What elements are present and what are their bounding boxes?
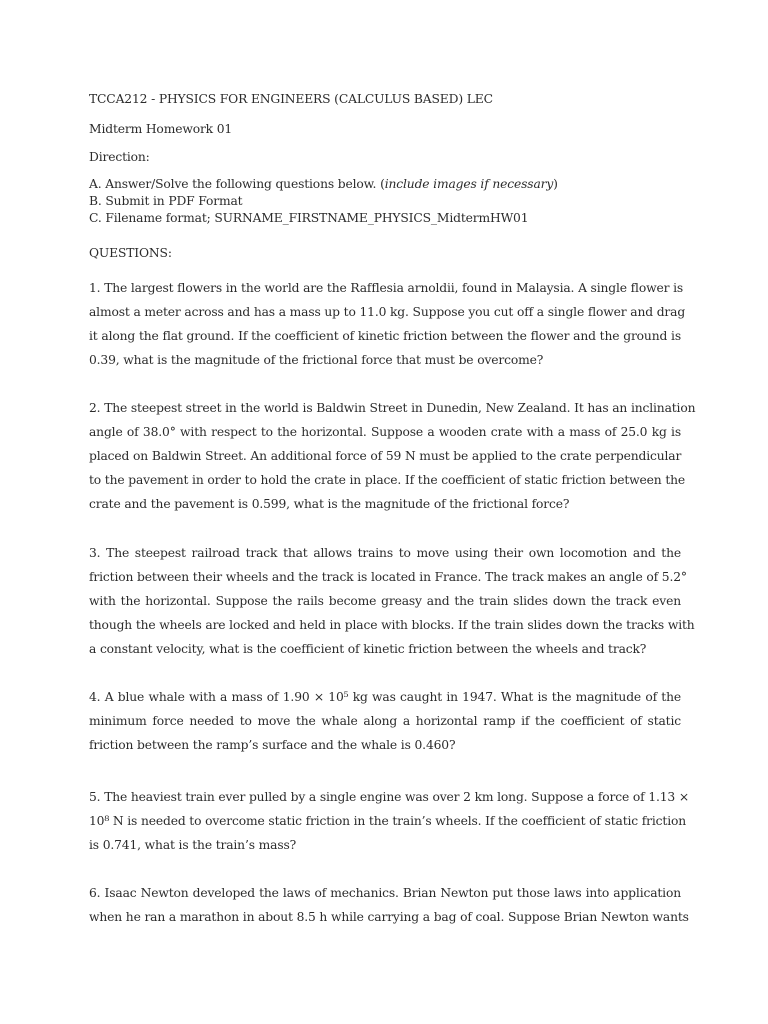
question-line: to the pavement in order to hold the crate in place. If the coefficient of static friction between the bbox=[89, 473, 686, 487]
direction-label: Direction: bbox=[89, 150, 150, 164]
homework-subtitle: Midterm Homework 01 bbox=[89, 122, 233, 136]
question-line: 0.39, what is the magnitude of the frictional force that must be overcome? bbox=[89, 353, 544, 367]
question-line: it along the flat ground. If the coefficient of kinetic friction between the flower and the ground is bbox=[89, 329, 681, 343]
question-line: 1. The largest flowers in the world are the Rafflesia arnoldii, found in Malaysia. A single flower is bbox=[89, 281, 684, 295]
question-line: 5. The heaviest train ever pulled by a single engine was over 2 km long. Suppose a force of 1.13 × bbox=[89, 790, 690, 804]
question-line: minimum force needed to move the whale along a horizontal ramp if the coefficient of static bbox=[89, 714, 681, 728]
question-line: though the wheels are locked and held in place with blocks. If the train slides down the tracks with bbox=[89, 618, 695, 632]
question-line: placed on Baldwin Street. An additional force of 59 N must be applied to the crate perpendicular bbox=[89, 449, 682, 463]
question-line: 6. Isaac Newton developed the laws of mechanics. Brian Newton put those laws into application bbox=[89, 886, 681, 900]
question-line: friction between their wheels and the track is located in France. The track makes an angle of 5.2° bbox=[89, 570, 687, 584]
questions-label: QUESTIONS: bbox=[89, 246, 172, 260]
question-line: when he ran a marathon in about 8.5 h while carrying a bag of coal. Suppose Brian Newton wants bbox=[89, 910, 689, 924]
question-line: friction between the ramp’s surface and the whale is 0.460? bbox=[89, 738, 456, 752]
direction-a bbox=[89, 177, 558, 191]
question-line: with the horizontal. Suppose the rails become greasy and the train slides down the track even bbox=[89, 594, 681, 608]
direction-c: C. Filename format; SURNAME_FIRSTNAME_PHYSICS_MidtermHW01 bbox=[89, 211, 529, 225]
question-line: almost a meter across and has a mass up to 11.0 kg. Suppose you cut off a single flower and drag bbox=[89, 305, 686, 319]
direction-a-text: A. Answer/Solve the following questions below. ( bbox=[89, 177, 385, 191]
question-line: 10⁸ N is needed to overcome static friction in the train’s wheels. If the coefficient of static friction bbox=[89, 814, 687, 828]
direction-a-italic: include images if necessary bbox=[384, 177, 554, 191]
question-line: 2. The steepest street in the world is Baldwin Street in Dunedin, New Zealand. It has an inclination bbox=[89, 401, 696, 415]
course-title: TCCA212 - PHYSICS FOR ENGINEERS (CALCULUS BASED) LEC bbox=[89, 92, 493, 106]
question-line: 3. The steepest railroad track that allows trains to move using their own locomotion and the bbox=[89, 546, 681, 560]
question-line: 4. A blue whale with a mass of 1.90 × 10⁵ kg was caught in 1947. What is the magnitude of the bbox=[89, 690, 681, 704]
question-line: crate and the pavement is 0.599, what is the magnitude of the frictional force? bbox=[89, 497, 570, 511]
direction-b: B. Submit in PDF Format bbox=[89, 194, 243, 208]
direction-a-close: ) bbox=[553, 177, 558, 191]
question-line: a constant velocity, what is the coefficient of kinetic friction between the wheels and track? bbox=[89, 642, 647, 656]
question-line: angle of 38.0° with respect to the horizontal. Suppose a wooden crate with a mass of 25.0 kg is bbox=[89, 425, 681, 439]
question-line: is 0.741, what is the train’s mass? bbox=[89, 838, 297, 852]
